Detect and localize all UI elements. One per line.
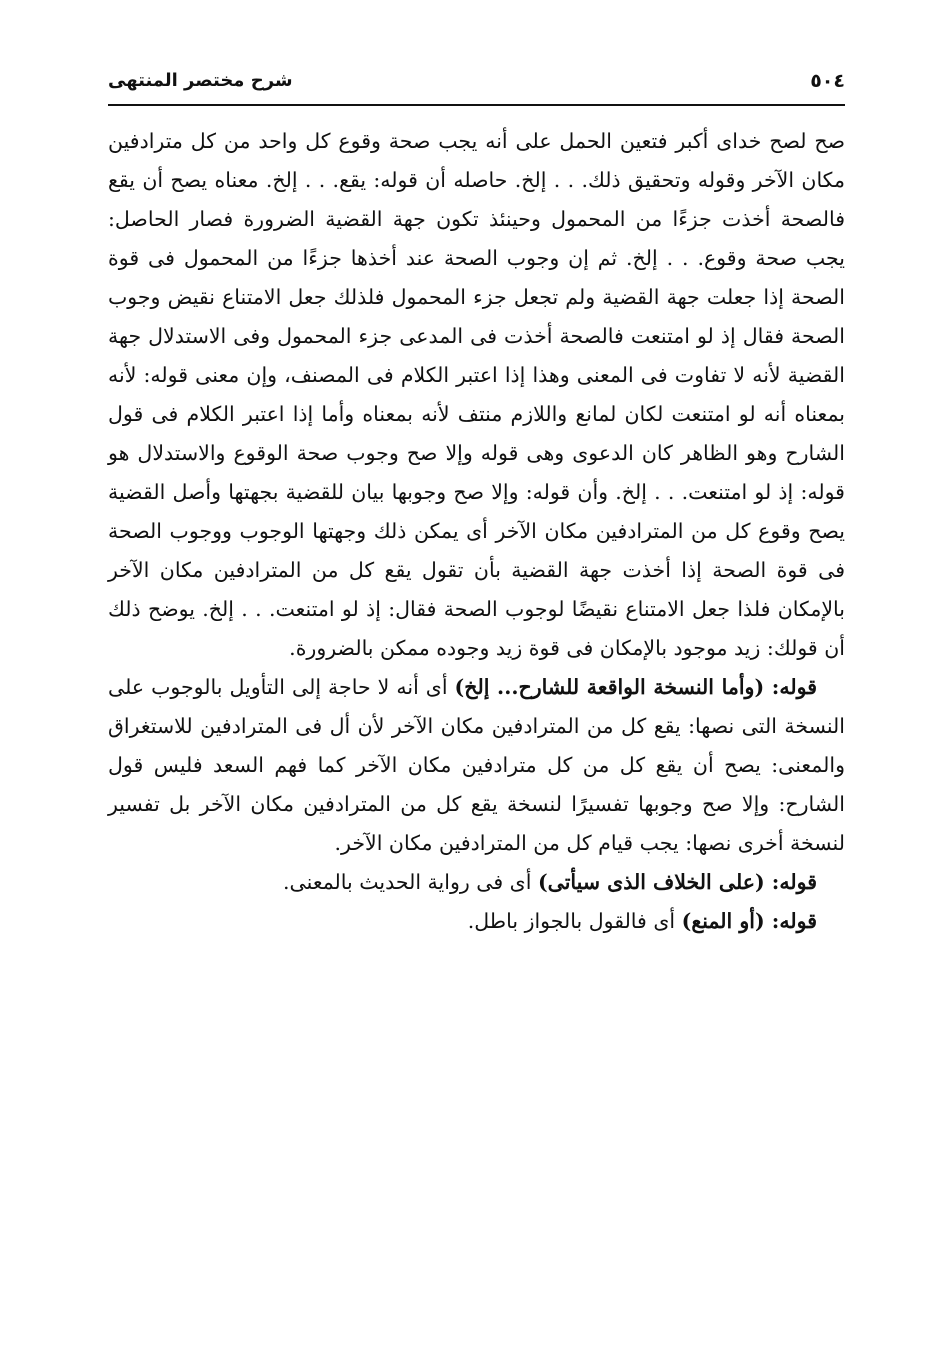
paragraph-2-text: أى أنه لا حاجة إلى التأويل بالوجوب على النسخة التى نصها: يقع كل من المترادفين مكان الآخر لأن أل فى المترادفين للاستغراق والمعنى: يصح أن يقع كل من كل مترادفين مكان الآخر كما فهم السعد فليس قول الشارح: وإلا صح وجوبها تفسيرًا لنسخة يقع كل من المترادفين مكان الآخر بل تفسير لنسخة أخرى نصها: يجب قيام كل من المترادفين مكان الآخر. (108, 675, 845, 855)
paragraph-2-label: قوله: (وأما النسخة الواقعة للشارح... إلخ) (454, 675, 817, 699)
running-title: شرح مختصر المنتهى (108, 70, 293, 91)
note-2 (108, 902, 845, 941)
note-2-label: قوله: (أو المنع) (681, 909, 817, 933)
paragraph-1: صح لصح خداى أكبر فتعين الحمل على أنه يجب صحة وقوع كل واحد من كل مترادفين مكان الآخر وقوله وتحقيق ذلك. . . إلخ. حاصله أن قوله: يقع. . . إلخ. معناه يصح أن يقع فالصحة أخذت جزءًا من المحمول وحينئذ تكون جهة القضية الضرورة فصار الحاصل: يجب صحة وقوع. . . إلخ. ثم إن وجوب الصحة عند أخذها جزءًا من المحمول فى قوة الصحة إذا جعلت جهة القضية ولم تجعل جزء المحمول فلذلك جعل الامتناع نقيض وجوب الصحة فقال إذ لو امتنعت فالصحة أخذت فى المدعى جزء المحمول وفى الاستدلال جهة القضية لأنه لا تفاوت فى المعنى وهذا إذا اعتبر الكلام فى المصنف، وإن معنى قوله: لأنه بمعناه أنه لو امتنعت لكان لمانع واللازم منتف لأنه بمعناه وأما إذا اعتبر الكلام فى قول الشارح وهو الظاهر كان الدعوى وهى قوله وإلا صح وجوب صحة الوقوع والاستدلال هو قوله: إذ لو امتنعت. . . إلخ. وأن قوله: وإلا صح وجوبها بيان للقضية بجهتها وأصل القضية يصح وقوع كل من المترادفين مكان الآخر أى يمكن ذلك وجهتها الوجوب ووجوب الصحة فى قوة الصحة إذا أخذت جهة القضية بأن تقول يقع كل من المترادفين مكان الآخر بالإمكان فلذا جعل الامتناع نقيضًا لوجوب الصحة فقال: إذ لو امتنعت. . . إلخ. يوضح ذلك أن قولك: زيد موجود بالإمكان فى قوة زيد وجوده ممكن بالضرورة. (108, 129, 845, 660)
header-rule (108, 104, 845, 106)
body-text (108, 122, 845, 941)
note-1-label: قوله: (على الخلاف الذى سيأتى) (537, 870, 817, 894)
note-1-text: أى فى رواية الحديث بالمعنى. (283, 870, 538, 894)
page-header (108, 70, 845, 100)
paragraph-2 (108, 668, 845, 863)
note-2-text: أى فالقول بالجواز باطل. (467, 909, 682, 933)
note-1 (108, 863, 845, 902)
page-number: ٥٠٤ (810, 70, 845, 92)
